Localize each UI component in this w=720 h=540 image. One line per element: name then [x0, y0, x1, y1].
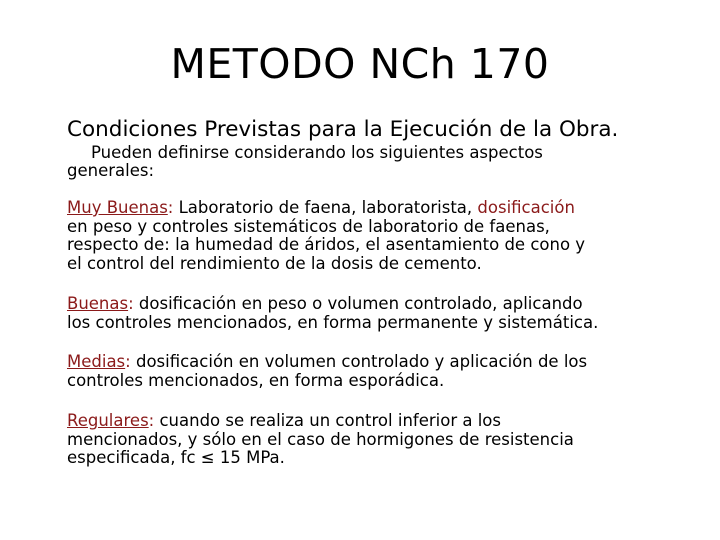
condition-line: los controles mencionados, en forma permanente y sistemática. [67, 312, 599, 332]
condition-muy-buenas [67, 199, 697, 273]
page-title: METODO NCh 170 [170, 40, 550, 88]
condition-term: Muy Buenas [67, 198, 168, 217]
intro-paragraph [67, 144, 667, 180]
section-subtitle: Condiciones Previstas para la Ejecución de la Obra. [67, 117, 619, 142]
condition-text [179, 198, 575, 217]
intro-line-1: Pueden definirse considerando los siguientes aspectos [91, 143, 543, 162]
condition-line: el control del rendimiento de la dosis de cemento. [67, 253, 482, 273]
condition-text: cuando se realiza un control inferior a los [159, 411, 501, 430]
condition-line: mencionados, y sólo en el caso de hormigones de resistencia [67, 429, 574, 449]
condition-text-part: Laboratorio de faena, laboratorista, [178, 198, 478, 217]
condition-line: controles mencionados, en forma esporádica. [67, 370, 445, 390]
condition-line: Regulares: cuando se realiza un control inferior a los [67, 411, 501, 430]
condition-term: Medias [67, 352, 126, 371]
condition-line: Buenas: dosificación en peso o volumen controlado, aplicando [67, 294, 583, 313]
condition-highlight: dosificación [477, 198, 575, 217]
condition-line: Muy Buenas: Laboratorio de faena, laboratorista, dosificación [67, 198, 575, 217]
condition-line: Medias: dosificación en volumen controlado y aplicación de los [67, 352, 588, 371]
condition-line: respecto de: la humedad de áridos, el asentamiento de cono y [67, 235, 586, 255]
condition-buenas [67, 295, 697, 332]
condition-line: en peso y controles sistemáticos de laboratorio de faenas, [67, 216, 550, 236]
condition-regulares [67, 412, 697, 468]
condition-text: dosificación en peso o volumen controlado, aplicando [138, 294, 583, 313]
condition-line: especificada, fc ≤ 15 MPa. [67, 448, 285, 468]
intro-line-2: generales: [67, 161, 155, 180]
condition-term: Regulares [67, 411, 149, 430]
condition-medias [67, 353, 697, 390]
condition-text: dosificación en volumen controlado y aplicación de los [135, 352, 588, 371]
condition-term: Buenas [67, 294, 129, 313]
